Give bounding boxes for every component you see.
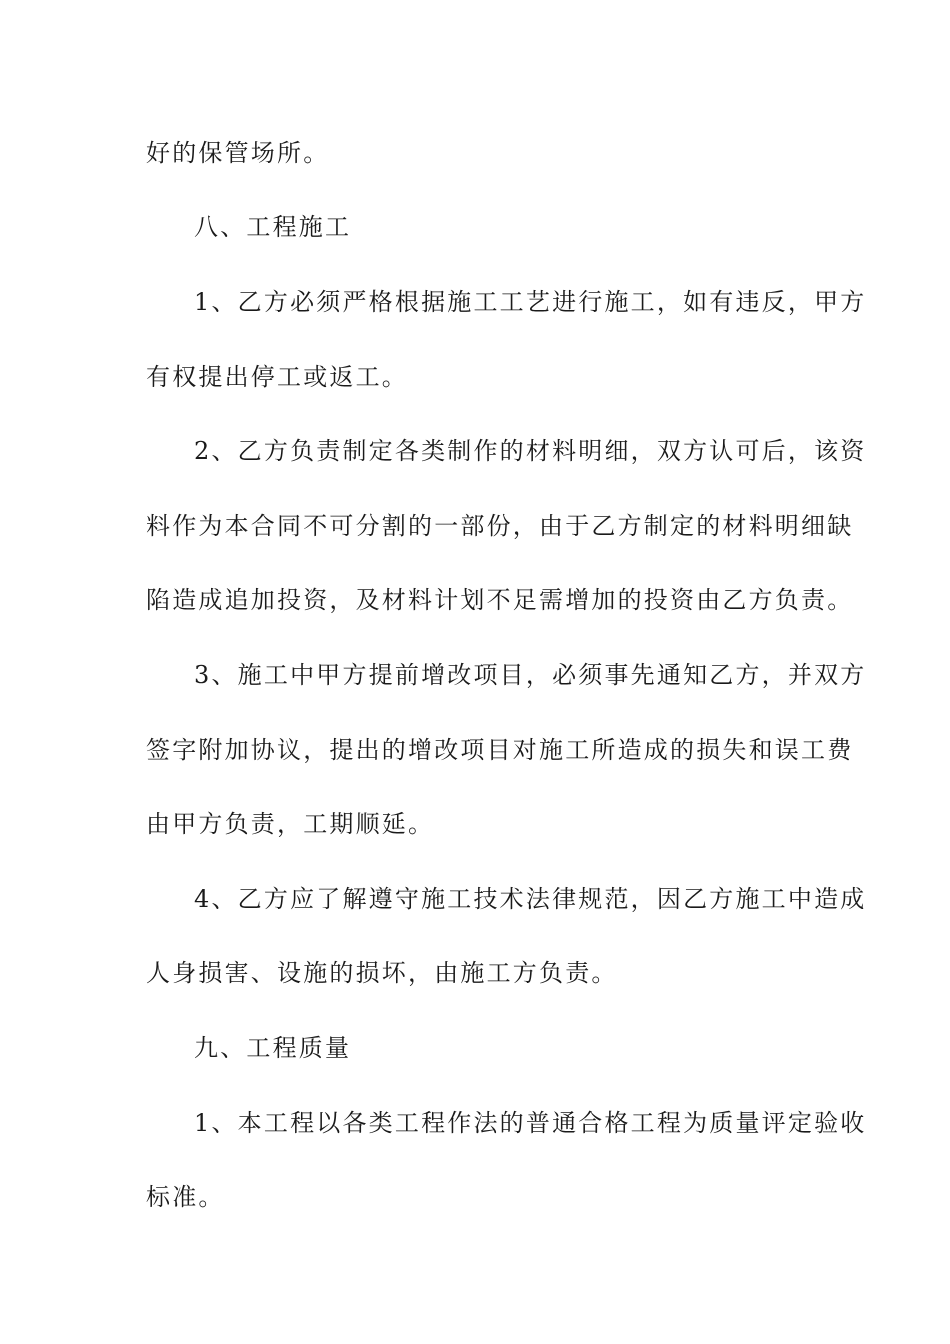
- section-heading: 九、工程质量: [194, 1034, 352, 1062]
- paragraph-line: 好的保管场所。: [146, 139, 330, 167]
- paragraph-line: 1、本工程以各类工程作法的普通合格工程为质量评定验收: [194, 1109, 867, 1137]
- paragraph-line: 2、乙方负责制定各类制作的材料明细，双方认可后，该资: [194, 437, 867, 465]
- paragraph-line: 标准。: [146, 1183, 225, 1211]
- paragraph-line: 3、施工中甲方提前增改项目，必须事先通知乙方，并双方: [194, 661, 867, 689]
- paragraph-line: 由甲方负责，工期顺延。: [146, 810, 435, 838]
- paragraph-line: 人身损害、设施的损坏，由施工方负责。: [146, 959, 618, 987]
- paragraph-line: 签字附加协议，提出的增改项目对施工所造成的损失和误工费: [146, 736, 854, 764]
- paragraph-line: 1、乙方必须严格根据施工工艺进行施工，如有违反，甲方: [194, 288, 867, 316]
- paragraph-line: 4、乙方应了解遵守施工技术法律规范，因乙方施工中造成: [194, 885, 867, 913]
- paragraph-line: 料作为本合同不可分割的一部份，由于乙方制定的材料明细缺: [146, 512, 854, 540]
- section-heading: 八、工程施工: [194, 213, 352, 241]
- paragraph-line: 陷造成追加投资，及材料计划不足需增加的投资由乙方负责。: [146, 586, 854, 614]
- paragraph-line: 有权提出停工或返工。: [146, 363, 408, 391]
